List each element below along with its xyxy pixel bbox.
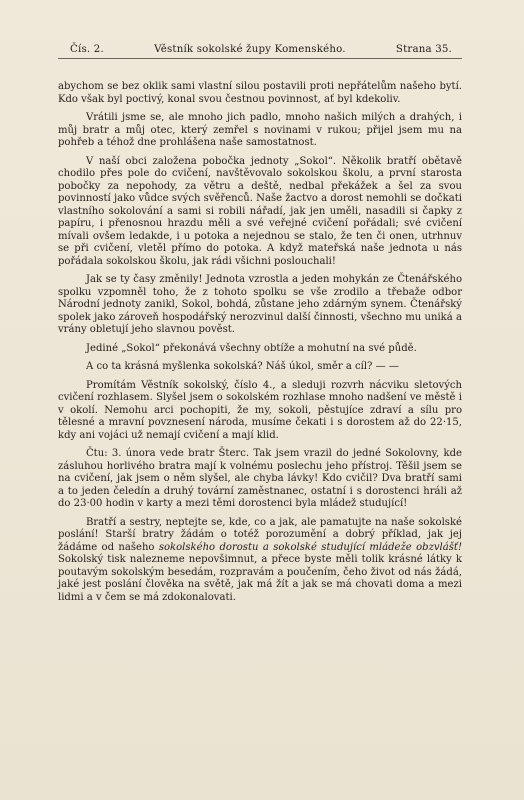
page-number: Strana 35. [395, 44, 452, 55]
paragraph-3: V naší obci založena pobočka jednoty „Sokol“. Několik bratří obětavě chodilo přes pole do cvičení, navštěvovalo sokolskou školu, a první starosta pobočky za nepohody, za větru a deště, nedbal překážek a šel za svou povinností jako vůdce svých svěřenců. Naše žactvo a dorost nemohli se dočkati vlastního sokolování a sami si robili nářadí, jak jen uměli, nasadili si čapky z papíru, i přenosnou hrazdu měli a své veřejné cvičení pořádali; své cvičení mívali ovšem ledakde, i u potoka a nejednou se stalo, že ten či onen, utrhnuv se při cvičení, vletěl přímo do potoka. A když mateřská naše jednota u nás pořádala sokolskou školu, jak rádi všichni poslouchali! [58, 155, 462, 267]
paragraph-9 [58, 517, 462, 605]
paragraph-8: Čtu: 3. února vede bratr Šterc. Tak jsem vrazil do jedné Sokolovny, kde zásluhou horlivého bratra mají k volnému poslechu jeho přístroj. Těšil jsem se na cvičení, jak jsem o něm slyšel, ale chyba lávky! Kdo cvičil? Dva bratří sami a to jeden čeledín a druhý tovární zaměstnanec, ostatní i s dorostenci hráli až do 23·00 hodin v karty a mezi těmi dorostenci byla mládež studující! [58, 448, 462, 509]
paragraph-9-before: Bratří a sestry, neptejte se, kde, co a jak, ale pamatujte na naše sokolské poslání! Starší bratry žádám o totéž porozumění a dobrý příklad, jak jej žádáme od našeho [58, 516, 462, 553]
paragraph-9-italic: sokolského dorostu a sokolské studující mládeže obzvlášť! [158, 541, 462, 553]
paragraph-6: A co ta krásná myšlenka sokolská? Náš úkol, směr a cíl? — — [86, 361, 399, 372]
paragraph-4: Jak se ty časy změnily! Jednota vzrostla a jeden mohykán ze Čtenářského spolku vzpomněl toho, že z tohoto spolku se vše zrodilo a třebaže odbor Národní jednoty zanikl, Sokol, bohdá, zůstane jeho zdárným synem. Čtenářský spolek jako zároveň hospodářský nerozvinul další činnosti, všechno mu uniká a vrány obletují jeho slavnou pověst. [58, 274, 462, 335]
page-header [58, 44, 462, 59]
paragraph-1: abychom se bez oklik sami vlastní silou postavili proti nepřátelům našeho bytí. Kdo však byl poctivý, konal svou čestnou povinnost, ať byl kdekoliv. [58, 81, 462, 105]
article-body [58, 81, 462, 604]
paragraph-5: Jediné „Sokol“ překonává všechny obtíže a mohutní na své půdě. [86, 342, 417, 354]
issue-number: Čís. 2. [70, 44, 104, 55]
paragraph-2: Vrátili jsme se, ale mnoho jich padlo, mnoho našich milých a drahých, i můj bratr a můj otec, který zemřel s novinami v rukou; přijel jsem mu na pohřeb a téhož dne prohlášena naše samostatnost. [58, 112, 462, 148]
journal-title: Věstník sokolské župy Komenského. [154, 44, 346, 55]
paragraph-9-after: Sokolský tisk nalezneme nepovšimnut, a přece byste měli tolik krásné látky k poutavým sokolským besedám, rozpravám a poučením, čeho život od nás žádá, jaké jest poslání člověka na světě, jak má žít a jak se má chovati doma a mezi lidmi a v čem se má zdokonalovati. [58, 554, 462, 603]
paragraph-7: Promítám Věstník sokolský, číslo 4., a sleduji rozvrh nácviku sletových cvičení rozhlasem. Slyšel jsem o sokolském rozhlase mnoho nadšení ve městě i v okolí. Nemohu arci pochopiti, že my, sokoli, pěstujíce zdraví a sílu pro tělesné a mravní povznesení národa, musíme čekati i s dorostem až do 22·15, kdy ani vojáci už nemají cvičení a mají klid. [58, 379, 462, 441]
